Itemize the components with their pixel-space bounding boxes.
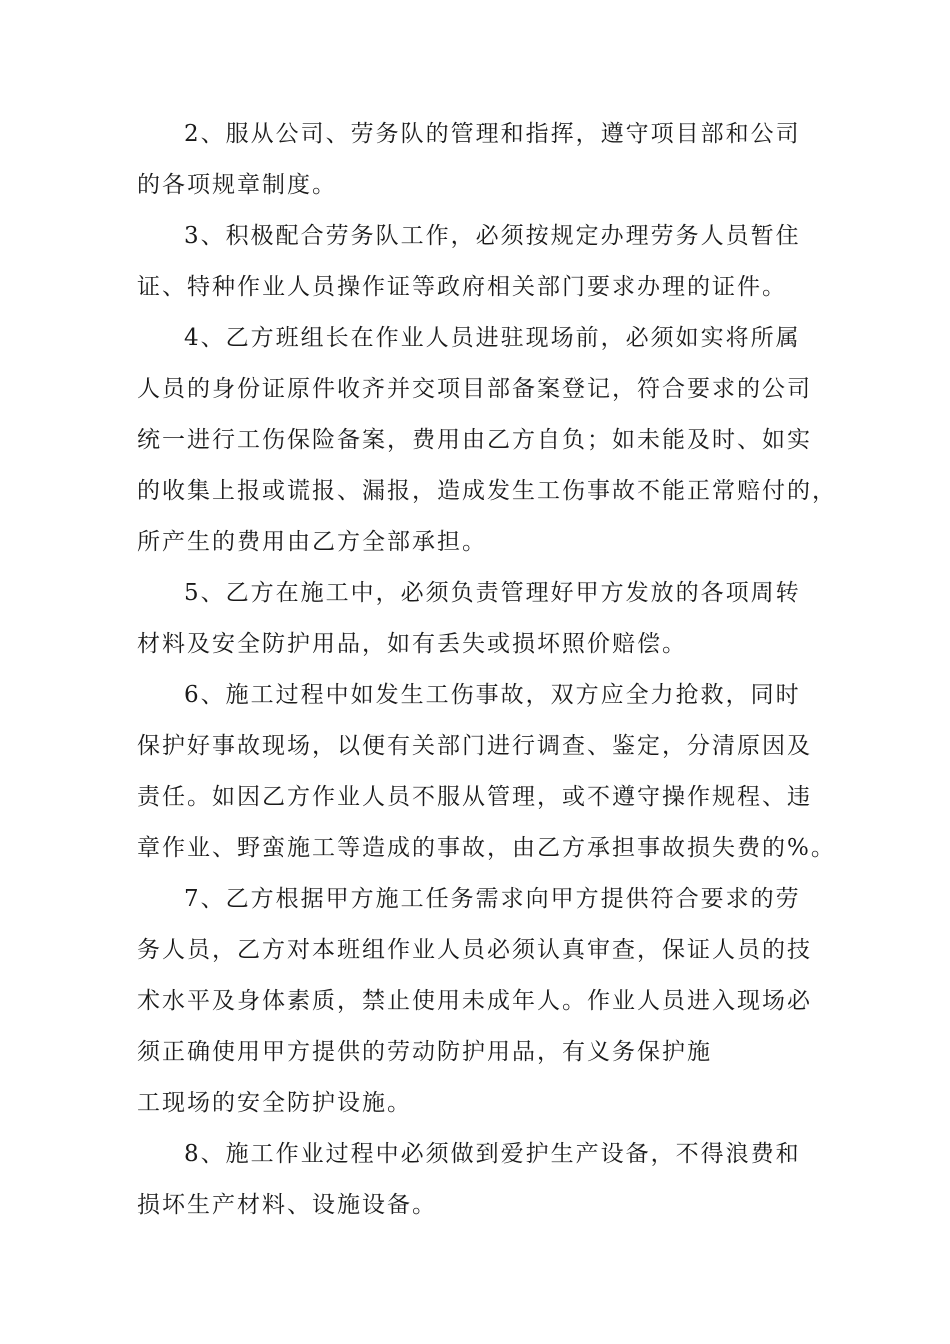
text-line: 务人员，乙方对本班组作业人员必须认真审查，保证人员的技: [137, 937, 812, 963]
text-line: 6、施工过程中如发生工伤事故，双方应全力抢救，同时: [184, 682, 801, 708]
text-line: 材料及安全防护用品，如有丢失或损坏照价赔偿。: [137, 631, 687, 657]
text-line: 2、服从公司、劳务队的管理和指挥，遵守项目部和公司: [184, 121, 801, 147]
text-line: 证、特种作业人员操作证等政府相关部门要求办理的证件。: [137, 274, 787, 300]
text-line: 的收集上报或谎报、漏报，造成发生工伤事故不能正常赔付的，: [137, 478, 837, 504]
text-line: 须正确使用甲方提供的劳动防护用品，有义务保护施: [137, 1039, 712, 1065]
text-line: 章作业、野蛮施工等造成的事故，由乙方承担事故损失费的%。: [137, 835, 836, 861]
text-line: 损坏生产材料、设施设备。: [137, 1192, 437, 1218]
text-line: 的各项规章制度。: [137, 172, 337, 198]
text-line: 统一进行工伤保险备案，费用由乙方自负；如未能及时、如实: [137, 427, 812, 453]
text-line: 7、乙方根据甲方施工任务需求向甲方提供符合要求的劳: [184, 886, 801, 912]
text-line: 责任。如因乙方作业人员不服从管理，或不遵守操作规程、违: [137, 784, 812, 810]
text-line: 术水平及身体素质，禁止使用未成年人。作业人员进入现场必: [137, 988, 812, 1014]
text-line: 保护好事故现场，以便有关部门进行调查、鉴定，分清原因及: [137, 733, 812, 759]
text-line: 所产生的费用由乙方全部承担。: [137, 529, 487, 555]
document-body: [137, 109, 837, 1231]
text-line: 3、积极配合劳务队工作，必须按规定办理劳务人员暂住: [184, 223, 801, 249]
text-line: 4、乙方班组长在作业人员进驻现场前，必须如实将所属: [184, 325, 801, 351]
text-line: 8、施工作业过程中必须做到爱护生产设备，不得浪费和: [184, 1141, 801, 1167]
text-line: 工现场的安全防护设施。: [137, 1090, 412, 1116]
text-line: 5、乙方在施工中，必须负责管理好甲方发放的各项周转: [184, 580, 801, 606]
text-line: 人员的身份证原件收齐并交项目部备案登记，符合要求的公司: [137, 376, 812, 402]
